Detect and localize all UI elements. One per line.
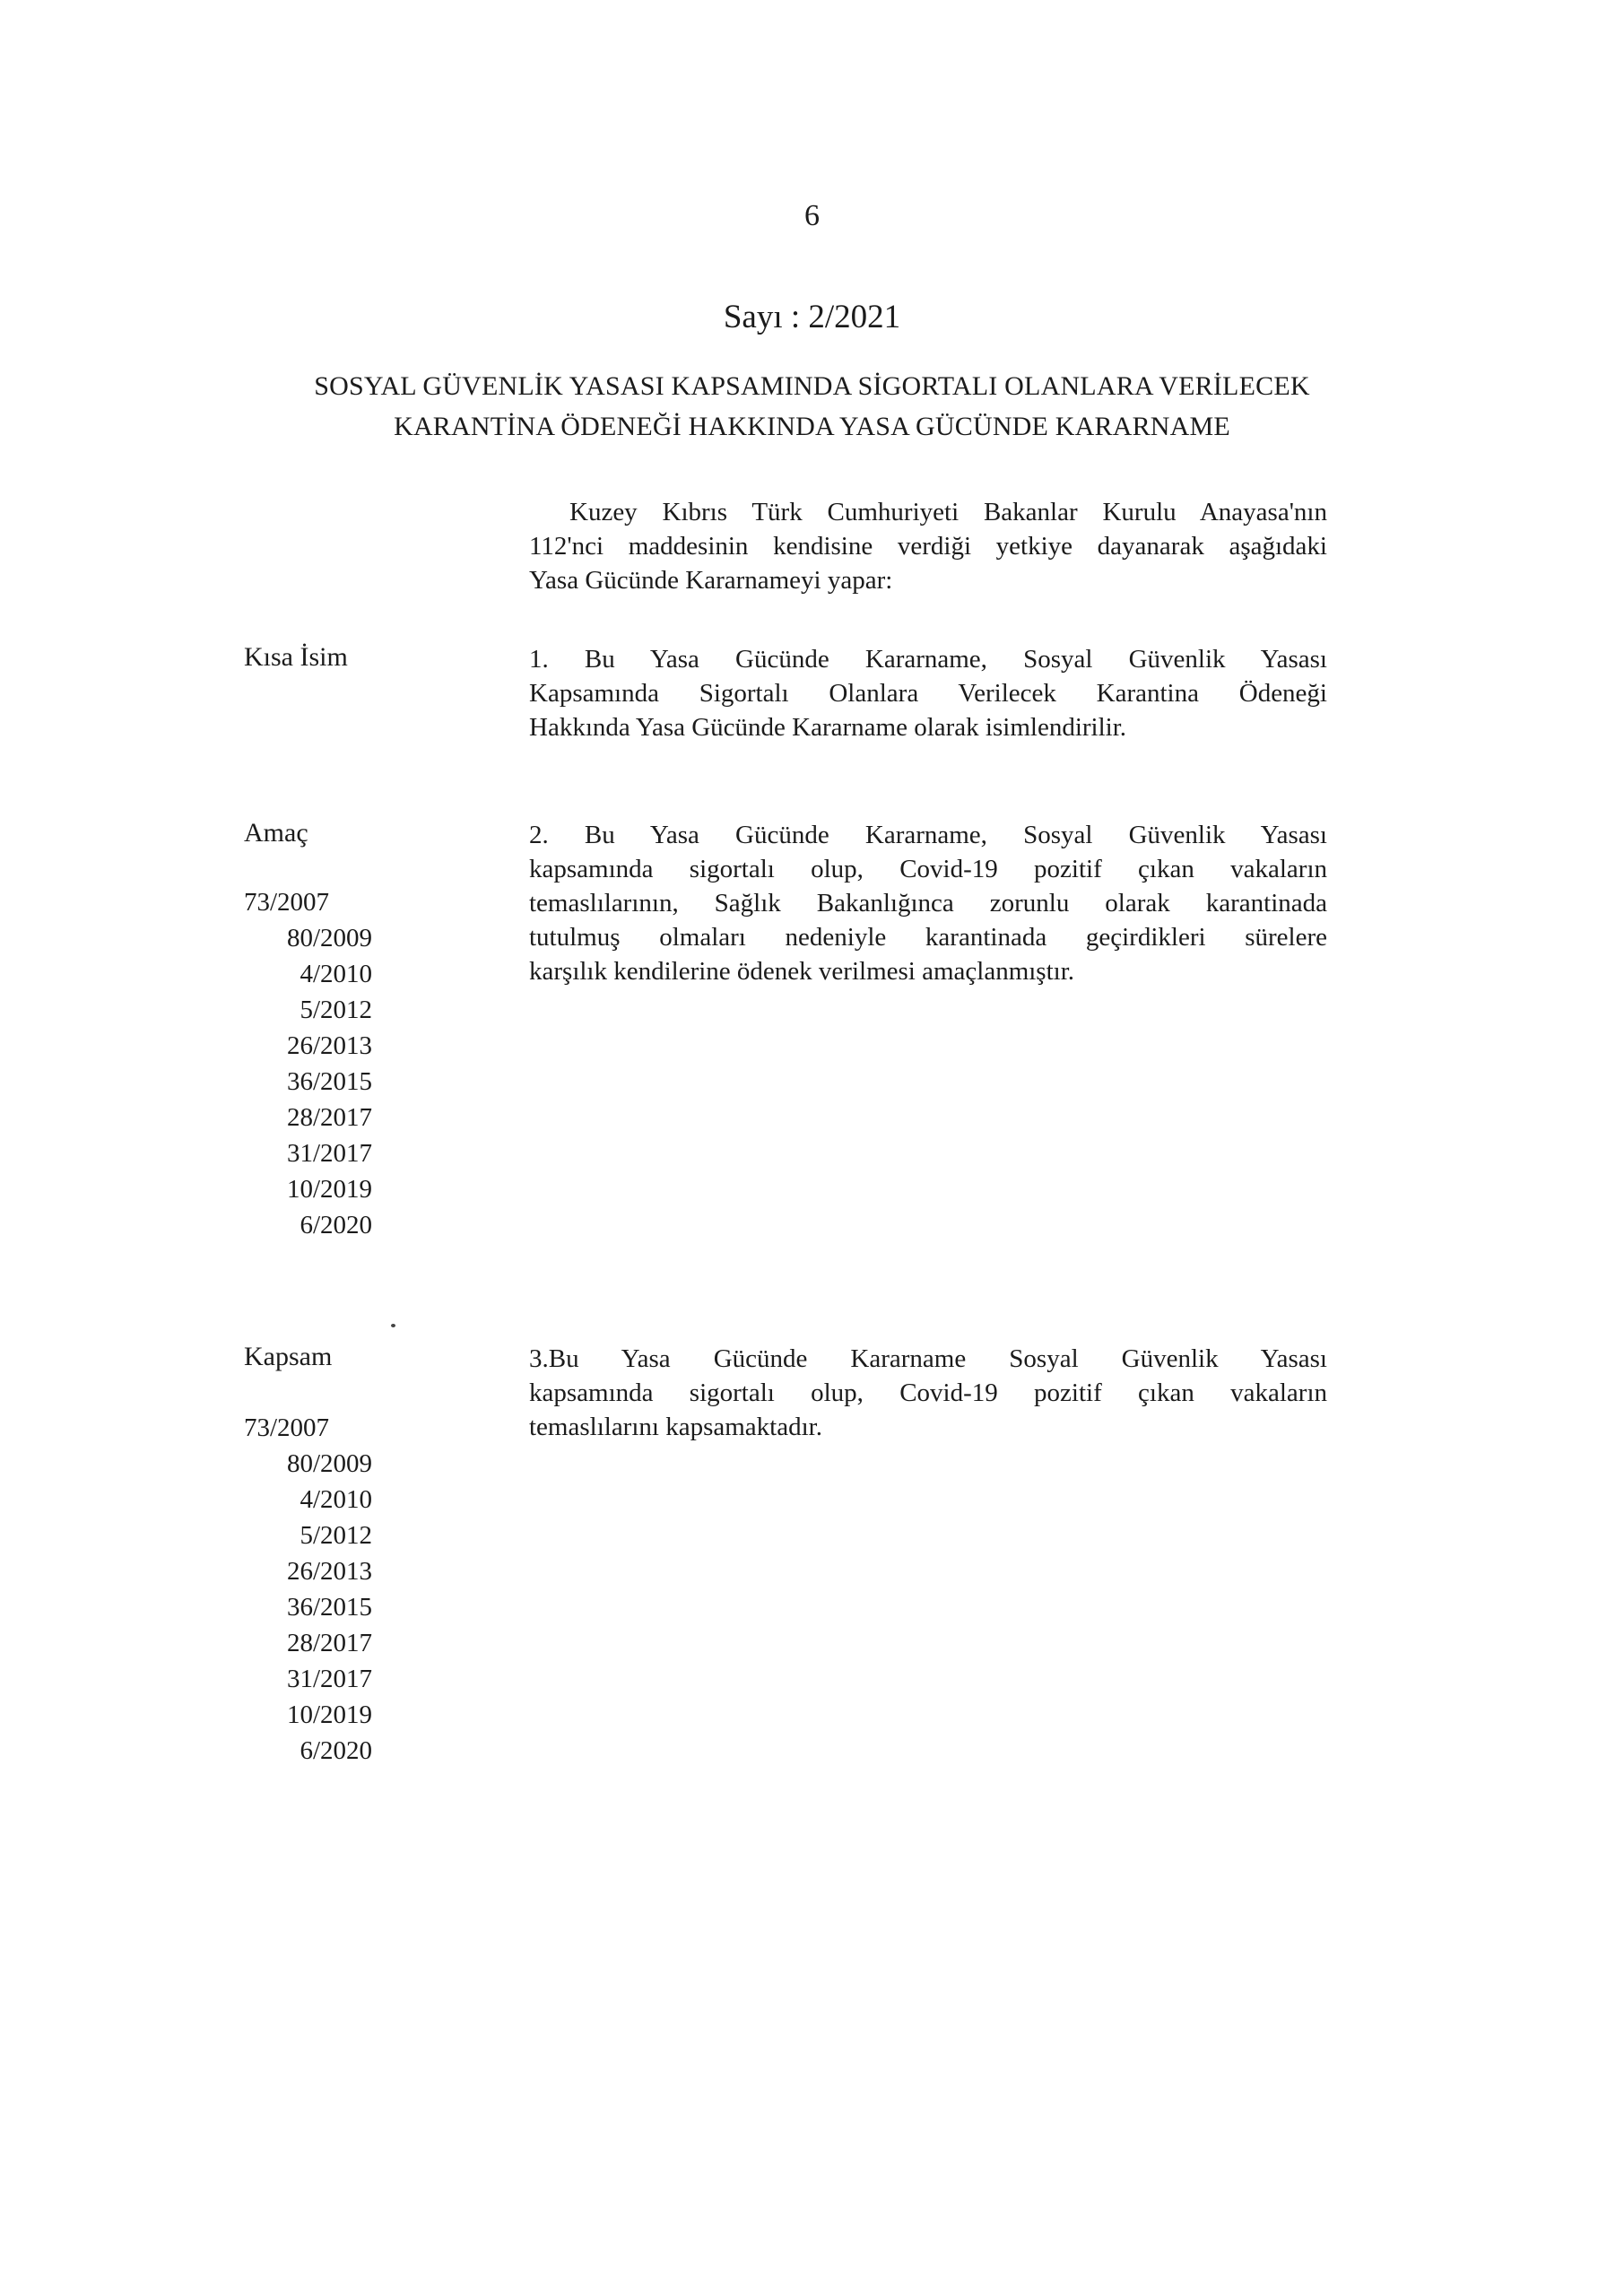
amendment-number: 10/2019: [286, 1175, 372, 1204]
amendment-number: 4/2010: [300, 1485, 372, 1514]
amendment-number: 6/2020: [300, 1736, 372, 1765]
amendment-number: 31/2017: [286, 1139, 372, 1168]
amendment-number: 80/2009: [286, 924, 372, 952]
preamble-line: Kuzey Kıbrıs Türk Cumhuriyeti Bakanlar Kurulu Anayasa'nın: [569, 498, 1327, 526]
amendment-number: 28/2017: [286, 1103, 372, 1132]
amendment-number: 10/2019: [286, 1700, 372, 1729]
amendment-number: 26/2013: [286, 1031, 372, 1060]
amendment-number: 28/2017: [286, 1629, 372, 1657]
section-label-kapsam: Kapsam: [244, 1342, 333, 1371]
amendment-number: 73/2007: [244, 888, 330, 917]
section-label-kisa-isim: Kısa İsim: [244, 642, 348, 672]
page-number: 6: [804, 199, 820, 232]
preamble-paragraph: [529, 495, 1327, 597]
amendment-number: 36/2015: [286, 1593, 372, 1622]
amendment-number: 5/2012: [300, 1521, 372, 1550]
body-line: 2. Bu Yasa Gücünde Kararname, Sosyal Güvenlik Yasası: [529, 821, 1327, 849]
amendment-number: 80/2009: [286, 1449, 372, 1478]
scan-speck: [391, 1324, 395, 1327]
body-line: kapsamında sigortalı olup, Covid-19 pozitif çıkan vakaların: [529, 1378, 1327, 1407]
amendment-number: 5/2012: [300, 996, 372, 1024]
body-line: tutulmuş olmaları nedeniyle karantinada geçirdikleri sürelere: [529, 923, 1327, 952]
amendment-number: 6/2020: [300, 1211, 372, 1239]
document-title: [0, 366, 1624, 447]
body-line: Hakkında Yasa Gücünde Kararname olarak isimlendirilir.: [529, 713, 1127, 742]
amendment-list-amac: [244, 884, 372, 1243]
body-line: Kapsamında Sigortalı Olanlara Verilecek Karantina Ödeneği: [529, 679, 1327, 708]
section-body-amac: [529, 818, 1327, 988]
decree-number-heading: Sayı : 2/2021: [723, 299, 901, 335]
body-line: karşılık kendilerine ödenek verilmesi amaçlanmıştır.: [529, 957, 1075, 986]
preamble-line: Yasa Gücünde Kararnameyi yapar:: [529, 566, 893, 595]
body-line: temaslılarını kapsamaktadır.: [529, 1413, 822, 1441]
body-line: 3.Bu Yasa Gücünde Kararname Sosyal Güvenlik Yasası: [529, 1344, 1327, 1373]
document-title-line-2: KARANTİNA ÖDENEĞİ HAKKINDA YASA GÜCÜNDE KARARNAME: [394, 412, 1230, 441]
body-line: kapsamında sigortalı olup, Covid-19 pozitif çıkan vakaların: [529, 855, 1327, 883]
section-body-kapsam: [529, 1342, 1327, 1444]
preamble-line: 112'nci maddesinin kendisine verdiği yetkiye dayanarak aşağıdaki: [529, 532, 1327, 561]
amendment-number: 73/2007: [244, 1413, 330, 1442]
document-title-line-1: SOSYAL GÜVENLİK YASASI KAPSAMINDA SİGORTALI OLANLARA VERİLECEK: [314, 371, 1310, 401]
section-body-kisa-isim: [529, 642, 1327, 744]
amendment-number: 4/2010: [300, 960, 372, 988]
amendment-list-kapsam: [244, 1410, 372, 1769]
amendment-number: 36/2015: [286, 1067, 372, 1096]
section-label-amac: Amaç: [244, 818, 308, 848]
amendment-number: 26/2013: [286, 1557, 372, 1586]
amendment-number: 31/2017: [286, 1665, 372, 1693]
body-line: temaslılarının, Sağlık Bakanlığınca zorunlu olarak karantinada: [529, 889, 1327, 918]
body-line: 1. Bu Yasa Gücünde Kararname, Sosyal Güvenlik Yasası: [529, 645, 1327, 674]
